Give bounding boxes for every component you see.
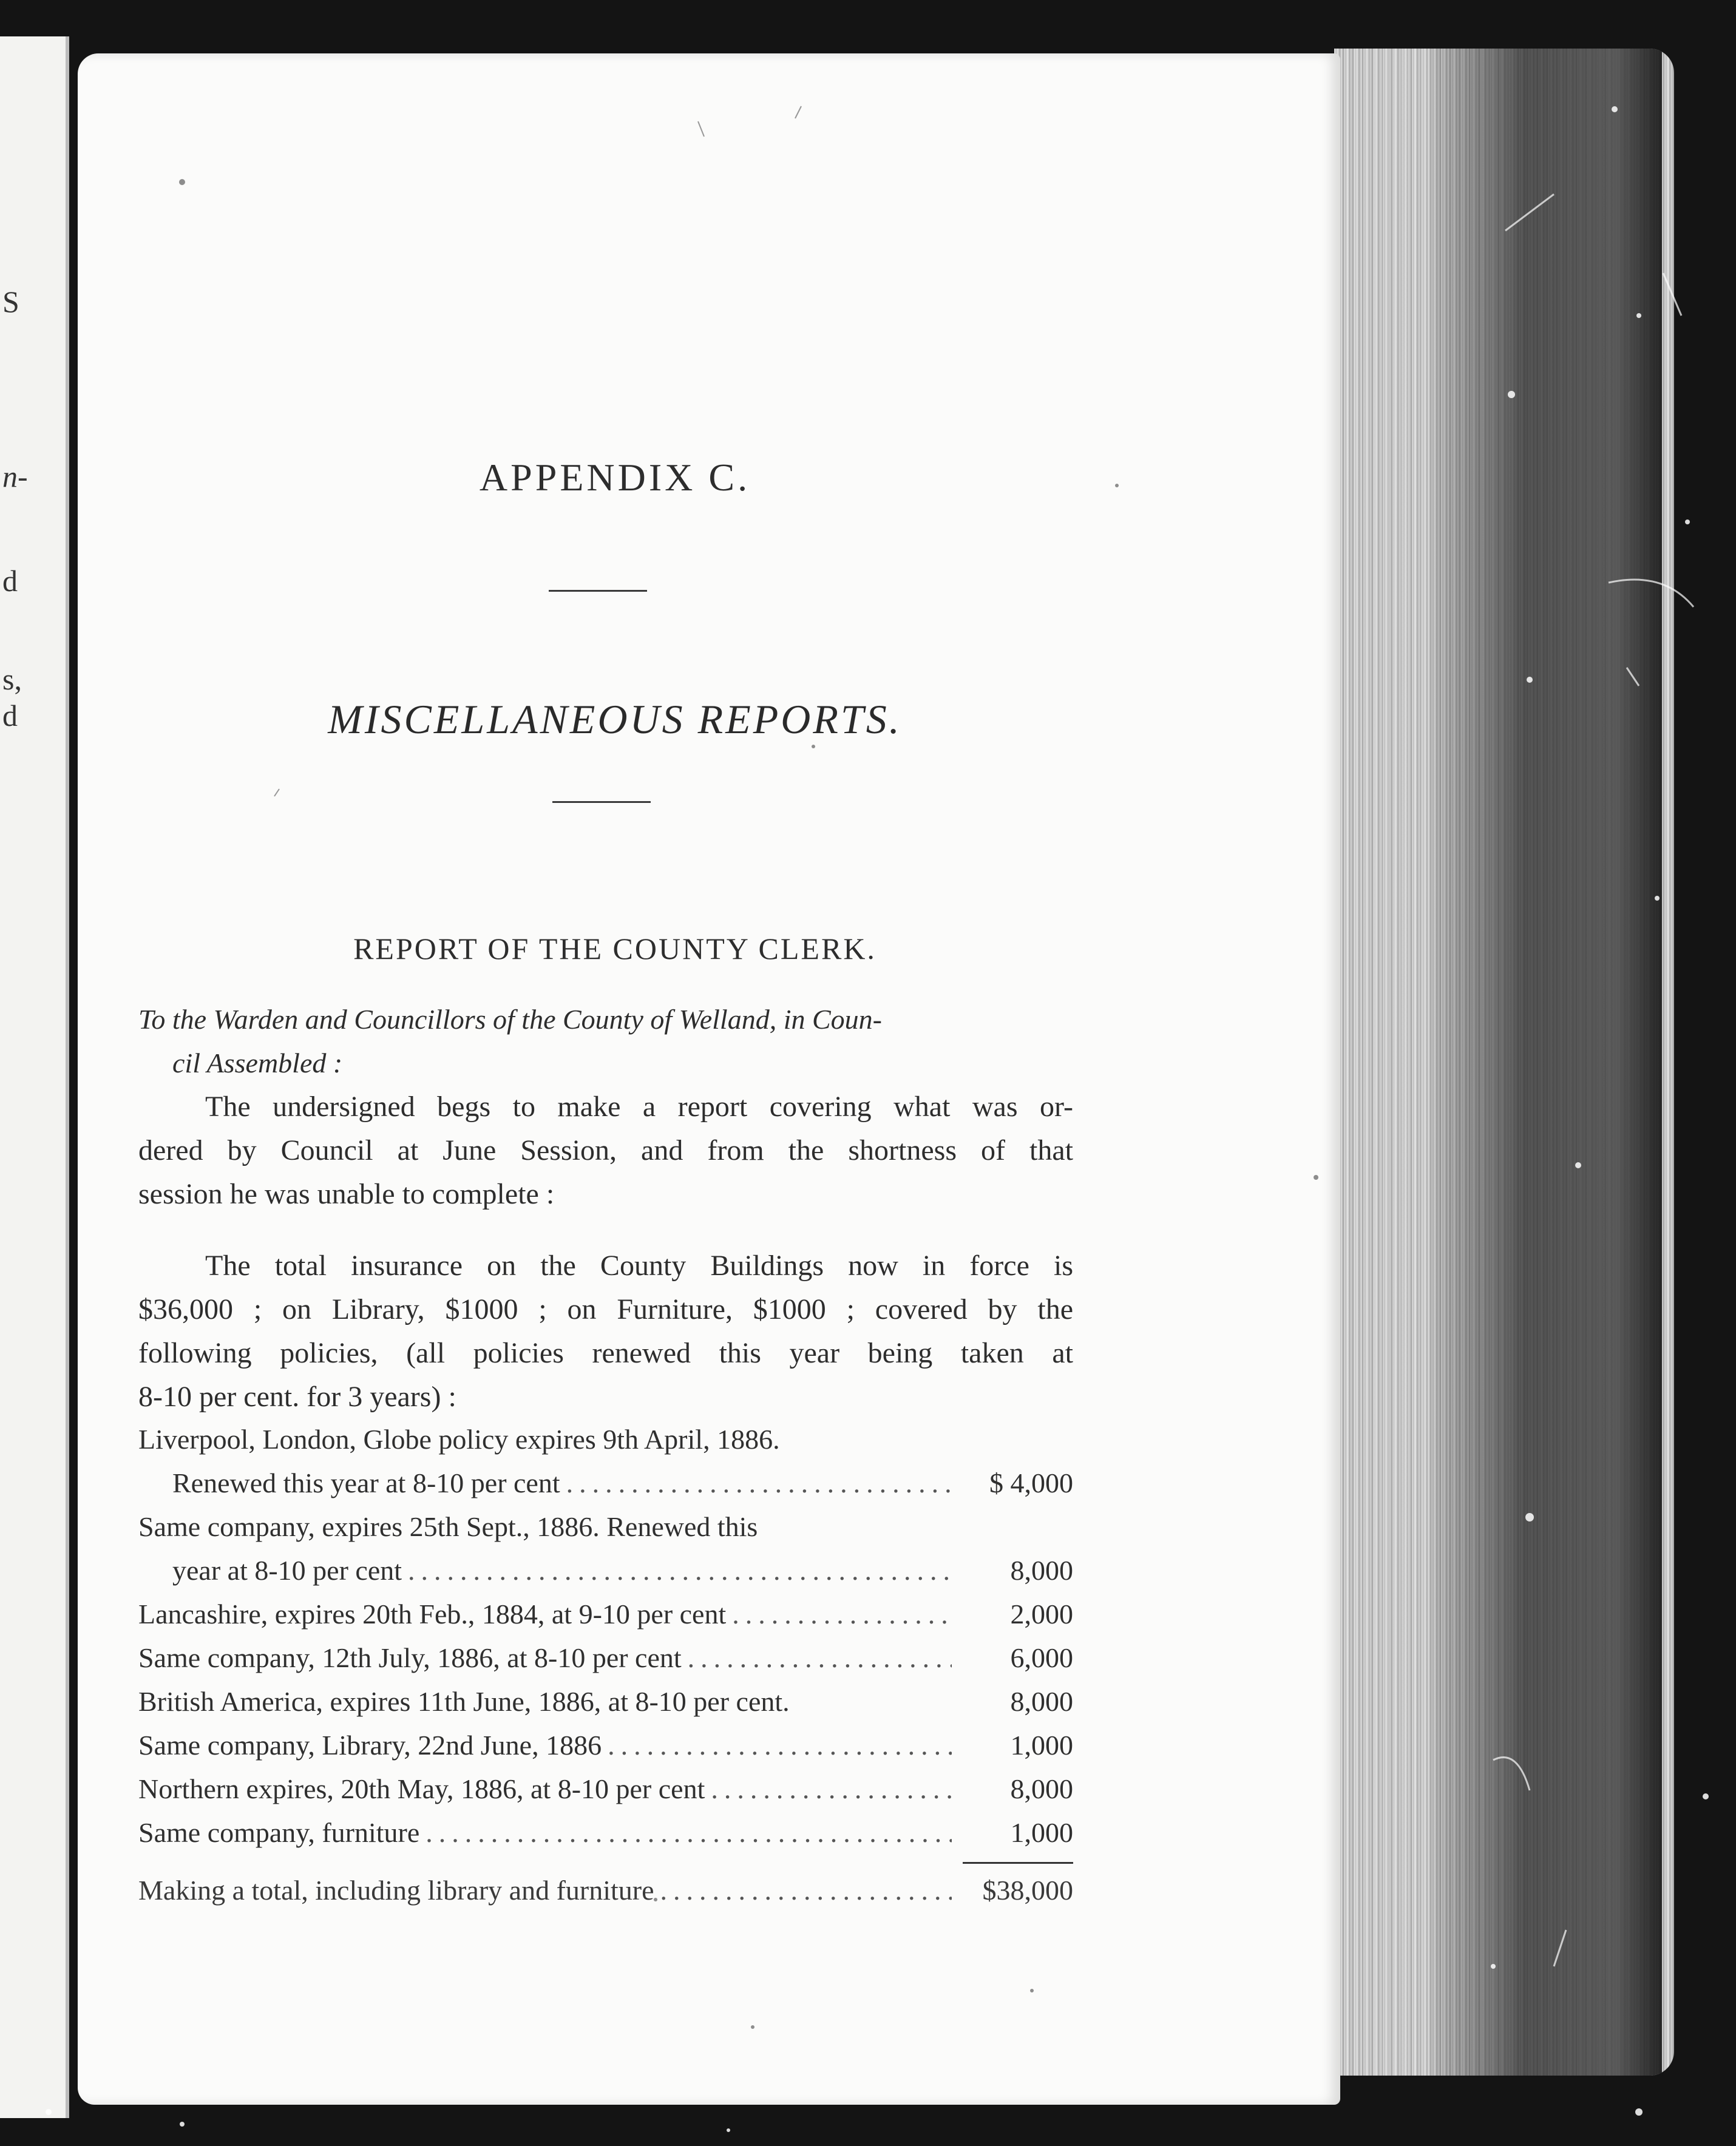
- book-page-edges: [1334, 49, 1674, 2076]
- ledger-total-amount: $38,000: [982, 1875, 1073, 1906]
- ledger-description: Lancashire, expires 20th Feb., 1884, at 9-10 per cent: [138, 1599, 727, 1630]
- ledger-description: Renewed this year at 8-10 per cent: [172, 1467, 560, 1498]
- leader-dots: [608, 1724, 952, 1767]
- leader-dots: [732, 1593, 952, 1636]
- ledger-total-description: Making a total, including library and furniture: [138, 1875, 654, 1906]
- salutation-line: cil Assembled :: [172, 1048, 343, 1078]
- ledger-description: Same company, furniture: [138, 1817, 420, 1848]
- appendix-heading: APPENDIX C.: [479, 456, 751, 499]
- ledger-description: Liverpool, London, Globe policy expires 9th April, 1886.: [138, 1424, 780, 1455]
- ledger-description: British America, expires 11th June, 1886, at 8-10 per cent.: [138, 1686, 790, 1717]
- ledger-amount: 2,000: [1010, 1599, 1073, 1630]
- leader-dots: [711, 1767, 952, 1811]
- paragraph-line: The undersigned begs to make a report covering what was or-: [205, 1091, 1073, 1123]
- ledger-amount: 6,000: [1010, 1642, 1073, 1673]
- ledger-amount: 1,000: [1010, 1730, 1073, 1761]
- ledger-description: Same company, 12th July, 1886, at 8-10 per cent: [138, 1642, 682, 1673]
- leader-dots: [408, 1549, 952, 1593]
- ledger-description: Northern expires, 20th May, 1886, at 8-10 per cent: [138, 1773, 705, 1804]
- leader-dots: [688, 1636, 952, 1680]
- left-page-fragment: n-: [2, 459, 28, 493]
- paragraph-line: $36,000 ; on Library, $1000 ; on Furniture, $1000 ; covered by the: [138, 1293, 1073, 1325]
- insurance-ledger: [138, 1418, 1073, 1912]
- paragraph-line: following policies, (all policies renewed this year being taken at: [138, 1337, 1073, 1369]
- left-page-fragment: d: [2, 564, 18, 598]
- ledger-amount: $ 4,000: [989, 1467, 1073, 1498]
- paragraph-line: The total insurance on the County Buildings now in force is: [205, 1250, 1073, 1282]
- ledger-amount: 8,000: [1010, 1555, 1073, 1586]
- leader-dots: [426, 1811, 952, 1855]
- paragraph-line: 8-10 per cent. for 3 years) :: [138, 1381, 456, 1413]
- ledger-description: Same company, Library, 22nd June, 1886: [138, 1730, 602, 1761]
- leader-dots: [660, 1869, 952, 1912]
- report-paragraph-2: [138, 1244, 1073, 1419]
- subtitle-divider: [552, 801, 651, 803]
- ledger-row: [138, 1461, 1073, 1505]
- ledger-row: [138, 1505, 1073, 1549]
- left-page-fragment: d: [2, 699, 18, 733]
- previous-page-edge: [0, 36, 69, 2118]
- page-edge-shadow: [1431, 49, 1662, 2076]
- report-paragraph-1: [138, 1085, 1073, 1216]
- salutation-line: To the Warden and Councillors of the County of Welland, in Coun-: [138, 1004, 882, 1035]
- reports-subtitle: MISCELLANEOUS REPORTS.: [328, 696, 902, 742]
- ledger-total-row: [138, 1869, 1073, 1912]
- ledger-row: [138, 1767, 1073, 1811]
- book-page: [78, 53, 1340, 2105]
- ledger-amount: 1,000: [1010, 1817, 1073, 1848]
- ledger-description: year at 8-10 per cent: [172, 1555, 402, 1586]
- ledger-row: [138, 1724, 1073, 1767]
- ledger-row: [138, 1549, 1073, 1593]
- ledger-amount: 8,000: [1010, 1686, 1073, 1717]
- ledger-row: [138, 1593, 1073, 1636]
- section-title: REPORT OF THE COUNTY CLERK.: [353, 932, 876, 966]
- ledger-row: [138, 1811, 1073, 1855]
- salutation: [138, 998, 1073, 1085]
- ledger-amount: 8,000: [1010, 1773, 1073, 1804]
- ledger-description: Same company, expires 25th Sept., 1886. Renewed this: [138, 1511, 758, 1542]
- total-rule: [963, 1862, 1073, 1864]
- left-page-fragment: S: [2, 285, 19, 319]
- ledger-row: [138, 1680, 1073, 1724]
- ledger-row: [138, 1636, 1073, 1680]
- left-page-fragment: s,: [2, 662, 22, 696]
- paragraph-line: session he was unable to complete :: [138, 1178, 555, 1210]
- heading-divider: [549, 590, 647, 592]
- leader-dots: [566, 1461, 952, 1505]
- ledger-row: [138, 1418, 1073, 1461]
- paragraph-line: dered by Council at June Session, and from the shortness of that: [138, 1134, 1073, 1166]
